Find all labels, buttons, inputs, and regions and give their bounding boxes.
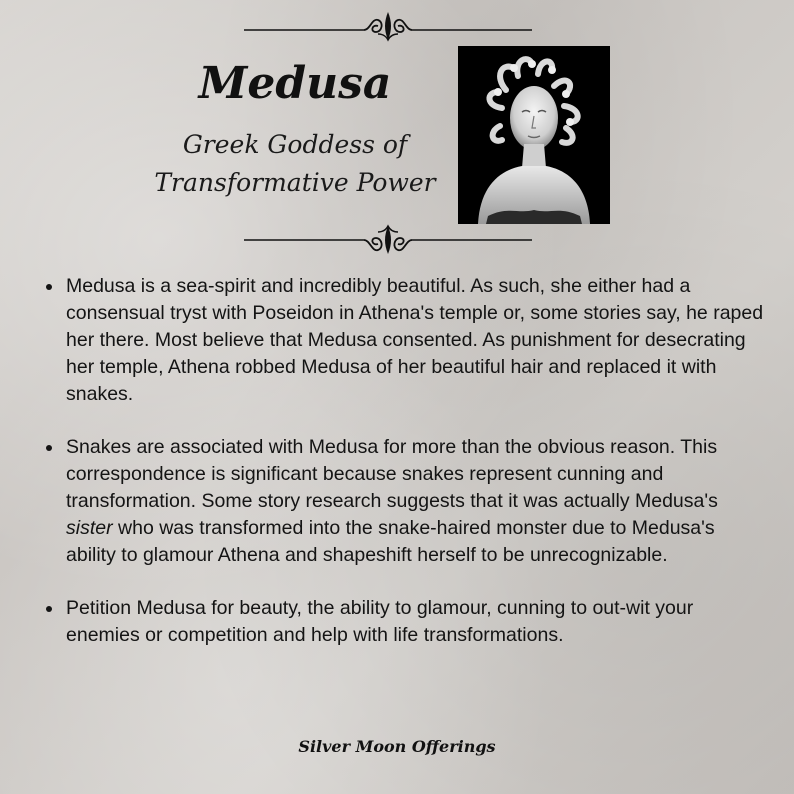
subtitle-line-2: Transformative Power: [154, 168, 436, 197]
page-title: Medusa: [198, 58, 392, 109]
bullet-dot-icon: [46, 445, 52, 451]
ornament-divider-bottom: [238, 222, 538, 262]
bullet-item: [44, 434, 764, 569]
footer-brand: Silver Moon Offerings: [298, 737, 496, 756]
medusa-bust-image: [458, 46, 610, 224]
bullet-text: [66, 434, 764, 569]
bullet-dot-icon: [46, 606, 52, 612]
bullet-text: Medusa is a sea-spirit and incredibly beautiful. As such, she either had a consensual tryst with Poseidon in Athena's temple or, some stories say, he raped her there. Most believe that Medusa consented. As punishment for desecrating her temple, Athena robbed Medusa of her beautiful hair and replaced it with snakes.: [66, 275, 764, 405]
bullet-text-part: who was transformed into the snake-haired monster due to Medusa's ability to glamour Athena and shapeshift herself to be unrecognizable.: [66, 517, 715, 566]
bullet-text: Petition Medusa for beauty, the ability to glamour, cunning to out-wit your enemies or competition and help with life transformations.: [66, 597, 694, 646]
page-subtitle: [130, 126, 460, 202]
bullet-item: [44, 595, 764, 649]
bullet-dot-icon: [46, 284, 52, 290]
bullet-text-part: Snakes are associated with Medusa for more than the obvious reason. This correspondence is significant because snakes represent cunning and transformation. Some story research suggests that it was actually Medusa's: [66, 436, 718, 512]
bullet-item: [44, 273, 764, 408]
subtitle-line-1: Greek Goddess of: [182, 130, 408, 159]
bullet-emphasis: sister: [66, 517, 113, 539]
ornament-divider-top: [238, 4, 538, 44]
bullet-list: [44, 273, 764, 675]
